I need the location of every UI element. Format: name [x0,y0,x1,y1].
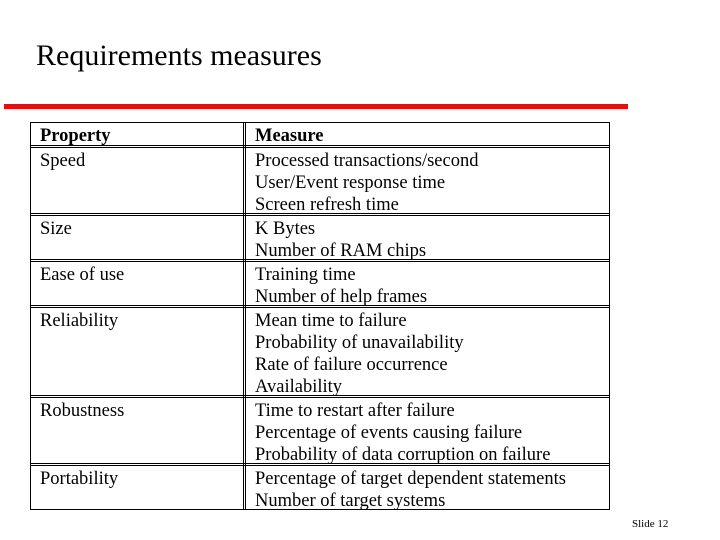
property-cell: Speed [40,151,86,171]
measure-item: Number of RAM chips [255,241,427,261]
column-divider [243,123,246,509]
measure-cell [255,310,464,398]
measure-item: User/Event response time [255,173,446,193]
measure-item: Mean time to failure [255,311,407,331]
header-row [31,123,609,148]
requirements-table [30,122,610,510]
measure-item: Training time [255,265,356,285]
measure-item: Probability of data corruption on failure [255,445,551,465]
table-row [31,466,609,509]
measure-cell [255,218,426,262]
measure-item: Screen refresh time [255,195,399,215]
header-property: Property [40,126,111,146]
property-cell: Reliability [40,311,119,331]
property-cell: Size [40,219,72,239]
header-measure: Measure [255,126,324,146]
measure-item: K Bytes [255,219,316,239]
measure-item: Time to restart after failure [255,401,455,421]
measure-item: Number of target systems [255,491,446,511]
table-row [31,262,609,308]
measure-item: Processed transactions/second [255,151,479,171]
measure-cell [255,150,478,216]
measure-item: Probability of unavailability [255,333,464,353]
property-cell: Ease of use [40,265,125,285]
table-row [31,308,609,398]
table-row [31,148,609,216]
slide-number: Slide 12 [632,518,669,530]
measure-item: Rate of failure occurrence [255,355,448,375]
measure-cell [255,264,427,308]
slide-title: Requirements measures [36,39,322,72]
table-row [31,216,609,262]
measure-item: Availability [255,377,342,397]
property-cell: Portability [40,469,119,489]
title-rule [4,104,628,109]
property-cell: Robustness [40,401,125,421]
measure-item: Percentage of events causing failure [255,423,523,443]
measure-cell [255,468,566,512]
measure-item: Number of help frames [255,287,428,307]
measure-cell [255,400,550,466]
measure-item: Percentage of target dependent statements [255,469,566,489]
table-row [31,398,609,466]
